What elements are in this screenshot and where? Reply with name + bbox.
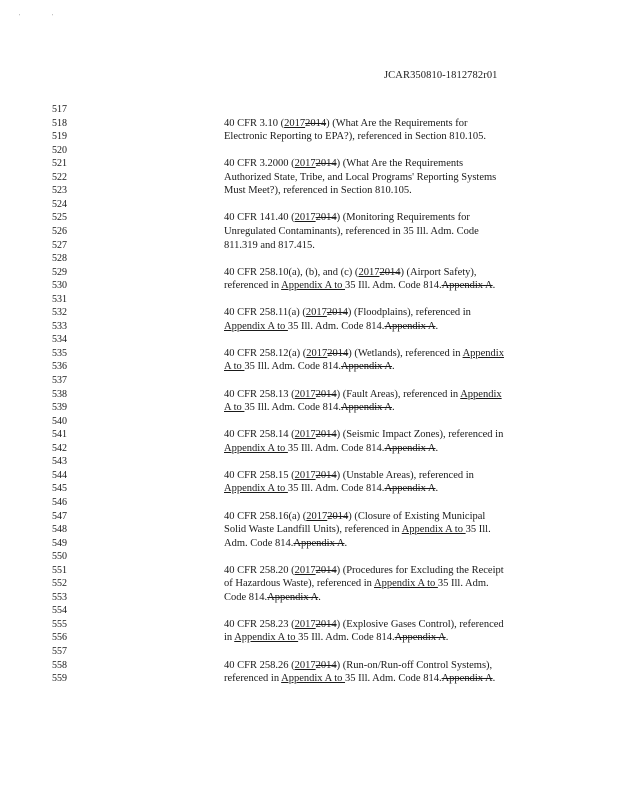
text-line bbox=[224, 388, 502, 402]
text-line bbox=[224, 659, 492, 673]
text-segment: Must Meet?), referenced in Section 810.105. bbox=[224, 185, 412, 197]
deleted-text: 2014 bbox=[315, 429, 337, 441]
line-number: 521 bbox=[52, 158, 67, 170]
text-line bbox=[224, 523, 491, 537]
text-segment: 35 Ill. Adm. Code 814. bbox=[298, 632, 395, 644]
inserted-text: A to bbox=[224, 402, 245, 414]
text-segment: ) (Monitoring Requirements for bbox=[336, 212, 470, 224]
text-line bbox=[224, 117, 468, 131]
line-number: 524 bbox=[52, 198, 67, 210]
text-segment: 35 Ill. Adm. Code 814. bbox=[287, 442, 385, 454]
text-segment: 35 Ill. Adm. bbox=[437, 578, 489, 590]
text-line bbox=[224, 347, 504, 361]
text-segment: . bbox=[435, 442, 439, 454]
text-segment: 40 CFR 258.13 ( bbox=[224, 388, 295, 400]
deleted-text: 2014 bbox=[315, 564, 337, 576]
text-segment: . bbox=[435, 320, 439, 332]
text-segment: 40 CFR 258.23 ( bbox=[224, 618, 295, 630]
text-segment: in bbox=[224, 632, 235, 644]
text-segment: Solid Waste Landfill Units), referenced in bbox=[224, 524, 402, 536]
inserted-text: 2017 bbox=[306, 347, 328, 359]
text-line bbox=[224, 225, 479, 239]
inserted-text: 2017 bbox=[294, 469, 316, 481]
margin-mark: ' bbox=[52, 14, 54, 20]
deleted-text: 2014 bbox=[379, 266, 401, 278]
text-line bbox=[224, 130, 486, 144]
line-number: 546 bbox=[52, 496, 67, 508]
text-segment: ) (What Are the Requirements bbox=[336, 158, 464, 170]
line-number: 542 bbox=[52, 442, 67, 454]
text-line bbox=[224, 157, 463, 171]
text-line bbox=[224, 184, 412, 198]
inserted-text: 2017 bbox=[294, 429, 316, 441]
text-line bbox=[224, 442, 438, 456]
deleted-text: Appendix A bbox=[441, 673, 493, 685]
deleted-text: Appendix A bbox=[340, 361, 393, 373]
deleted-text: 2014 bbox=[315, 469, 337, 481]
document-id-header: JCAR350810-1812782r01 bbox=[384, 70, 498, 81]
line-number: 526 bbox=[52, 225, 67, 237]
line-number: 525 bbox=[52, 212, 67, 224]
line-number: 540 bbox=[52, 415, 67, 427]
deleted-text: 2014 bbox=[315, 212, 337, 224]
text-line bbox=[224, 171, 496, 185]
margin-mark: ' bbox=[19, 14, 21, 20]
text-segment: 40 CFR 258.20 ( bbox=[224, 564, 295, 576]
line-number: 518 bbox=[52, 117, 67, 129]
deleted-text: Appendix A bbox=[394, 632, 446, 644]
line-number: 534 bbox=[52, 334, 67, 346]
text-segment: 40 CFR 258.26 ( bbox=[224, 659, 295, 671]
line-number: 519 bbox=[52, 131, 67, 143]
line-number: 527 bbox=[52, 239, 67, 251]
line-number: 520 bbox=[52, 144, 67, 156]
text-segment: . bbox=[445, 632, 449, 644]
text-segment: 35 Ill. Adm. Code 814. bbox=[244, 361, 341, 373]
inserted-text: 2017 bbox=[305, 307, 327, 319]
text-line bbox=[224, 564, 504, 578]
text-line bbox=[224, 239, 315, 253]
inserted-text: Appendix A to bbox=[224, 442, 288, 454]
inserted-text: A to bbox=[224, 361, 245, 373]
inserted-text: 2017 bbox=[294, 212, 316, 224]
line-number: 554 bbox=[52, 605, 67, 617]
line-number: 528 bbox=[52, 253, 67, 265]
deleted-text: 2014 bbox=[305, 117, 327, 129]
deleted-text: Appendix A bbox=[384, 442, 436, 454]
deleted-text: Appendix A bbox=[384, 320, 436, 332]
line-number: 553 bbox=[52, 591, 67, 603]
line-number: 551 bbox=[52, 564, 67, 576]
deleted-text: 2014 bbox=[315, 158, 337, 170]
inserted-text: Appendix A to bbox=[224, 483, 288, 495]
inserted-text: Appendix A to bbox=[224, 320, 288, 332]
deleted-text: Appendix A bbox=[340, 402, 393, 414]
text-segment: Code 814. bbox=[224, 591, 268, 603]
inserted-text: Appendix A to bbox=[281, 280, 346, 292]
text-segment: Authorized State, Tribe, and Local Programs' Reporting Systems bbox=[224, 171, 497, 183]
line-number: 555 bbox=[52, 618, 67, 630]
text-segment: 35 Ill. Adm. Code 814. bbox=[345, 673, 442, 685]
line-number: 523 bbox=[52, 185, 67, 197]
inserted-text: 2017 bbox=[294, 564, 316, 576]
inserted-text: Appendix bbox=[462, 347, 504, 359]
inserted-text: 2017 bbox=[294, 618, 316, 630]
text-segment: ) (Wetlands), referenced in bbox=[348, 347, 463, 359]
inserted-text: Appendix A to bbox=[401, 524, 466, 536]
line-number: 547 bbox=[52, 510, 67, 522]
text-line bbox=[224, 401, 395, 415]
text-line bbox=[224, 482, 438, 496]
deleted-text: Appendix A bbox=[293, 537, 345, 549]
inserted-text: 2017 bbox=[294, 388, 316, 400]
line-number: 550 bbox=[52, 551, 67, 563]
line-number: 530 bbox=[52, 280, 67, 292]
text-segment: ) (Airport Safety), bbox=[400, 266, 477, 278]
text-segment: 35 Ill. Adm. Code 814. bbox=[244, 402, 341, 414]
text-line bbox=[224, 631, 448, 645]
line-number: 543 bbox=[52, 456, 67, 468]
inserted-text: Appendix A to bbox=[373, 578, 438, 590]
line-number: 538 bbox=[52, 388, 67, 400]
inserted-text: 2017 bbox=[284, 117, 306, 129]
text-segment: ) (Floodplains), referenced in bbox=[347, 307, 471, 319]
text-segment: 40 CFR 258.11(a) ( bbox=[224, 307, 306, 319]
text-segment: . bbox=[492, 280, 496, 292]
line-number: 537 bbox=[52, 375, 67, 386]
line-number: 549 bbox=[52, 537, 67, 549]
line-number: 558 bbox=[52, 659, 67, 671]
text-segment: 40 CFR 3.10 ( bbox=[224, 117, 285, 129]
deleted-text: 2014 bbox=[327, 347, 349, 359]
deleted-text: Appendix A bbox=[441, 280, 493, 292]
text-segment: 35 Ill. bbox=[465, 524, 491, 536]
line-number: 545 bbox=[52, 483, 67, 495]
text-line bbox=[224, 211, 470, 225]
text-segment: . bbox=[492, 673, 496, 685]
inserted-text: Appendix bbox=[460, 388, 502, 400]
text-line bbox=[224, 320, 438, 334]
text-line bbox=[224, 266, 477, 280]
text-segment: ) (Seismic Impact Zones), referenced in bbox=[336, 429, 504, 441]
deleted-text: Appendix A bbox=[384, 483, 436, 495]
text-segment: Adm. Code 814. bbox=[224, 537, 294, 549]
text-segment: . bbox=[392, 361, 395, 373]
line-number: 559 bbox=[52, 673, 67, 685]
text-segment: . bbox=[318, 591, 321, 603]
text-line bbox=[224, 469, 474, 483]
text-segment: Electronic Reporting to EPA?), referenced in Section 810.105. bbox=[224, 131, 487, 143]
text-line bbox=[224, 591, 321, 605]
line-number: 529 bbox=[52, 266, 67, 278]
deleted-text: Appendix A bbox=[267, 591, 319, 603]
text-segment: of Hazardous Waste), referenced in bbox=[224, 578, 374, 590]
deleted-text: 2014 bbox=[327, 510, 349, 522]
line-number: 536 bbox=[52, 361, 67, 373]
line-number: 552 bbox=[52, 578, 67, 590]
text-segment: 40 CFR 258.10(a), (b), and (c) ( bbox=[224, 266, 359, 278]
deleted-text: 2014 bbox=[315, 618, 337, 630]
text-line bbox=[224, 510, 485, 524]
text-line bbox=[224, 577, 489, 591]
text-segment: . bbox=[392, 402, 395, 414]
line-number: 533 bbox=[52, 320, 67, 332]
inserted-text: Appendix A to bbox=[281, 673, 346, 685]
text-segment: 40 CFR 3.2000 ( bbox=[224, 158, 295, 170]
text-line bbox=[224, 428, 503, 442]
line-number: 544 bbox=[52, 469, 67, 481]
line-number: 522 bbox=[52, 171, 67, 183]
line-number: 532 bbox=[52, 307, 67, 319]
inserted-text: 2017 bbox=[358, 266, 380, 278]
inserted-text: 2017 bbox=[306, 510, 328, 522]
line-number: 517 bbox=[52, 104, 67, 115]
line-number: 531 bbox=[52, 293, 67, 305]
text-line bbox=[224, 306, 471, 320]
inserted-text: 2017 bbox=[294, 158, 316, 170]
text-line bbox=[224, 672, 495, 686]
text-line bbox=[224, 279, 495, 293]
text-segment: Unregulated Contaminants), referenced in 35 Ill. Adm. Code bbox=[224, 225, 479, 237]
text-segment: ) (What Are the Requirements for bbox=[326, 117, 468, 129]
text-segment: ) (Procedures for Excluding the Receipt bbox=[336, 564, 504, 576]
line-number: 556 bbox=[52, 632, 67, 644]
inserted-text: Appendix A to bbox=[234, 632, 299, 644]
line-number: 539 bbox=[52, 402, 67, 414]
text-segment: 40 CFR 258.12(a) ( bbox=[224, 347, 307, 359]
text-line bbox=[224, 360, 395, 374]
line-number: 548 bbox=[52, 524, 67, 536]
text-segment: . bbox=[435, 483, 439, 495]
text-line bbox=[224, 537, 347, 551]
text-segment: . bbox=[344, 537, 348, 549]
text-segment: referenced in bbox=[224, 280, 282, 292]
text-segment: ) (Run-on/Run-off Control Systems), bbox=[336, 659, 493, 671]
inserted-text: 2017 bbox=[294, 659, 316, 671]
deleted-text: 2014 bbox=[326, 307, 348, 319]
line-number: 535 bbox=[52, 347, 67, 359]
text-segment: ) (Explosive Gases Control), referenced bbox=[336, 618, 504, 630]
text-segment: ) (Unstable Areas), referenced in bbox=[336, 469, 474, 481]
text-segment: 35 Ill. Adm. Code 814. bbox=[287, 320, 385, 332]
text-segment: 40 CFR 258.16(a) ( bbox=[224, 510, 307, 522]
text-segment: ) (Closure of Existing Municipal bbox=[348, 510, 486, 522]
text-segment: 811.319 and 817.415. bbox=[224, 239, 315, 251]
text-segment: ) (Fault Areas), referenced in bbox=[336, 388, 461, 400]
text-segment: 40 CFR 258.15 ( bbox=[224, 469, 295, 481]
line-number: 541 bbox=[52, 429, 67, 441]
text-line bbox=[224, 618, 504, 632]
text-segment: 40 CFR 141.40 ( bbox=[224, 212, 295, 224]
line-number: 557 bbox=[52, 646, 67, 657]
text-segment: referenced in bbox=[224, 673, 282, 685]
text-segment: 40 CFR 258.14 ( bbox=[224, 429, 295, 441]
deleted-text: 2014 bbox=[315, 388, 337, 400]
deleted-text: 2014 bbox=[315, 659, 337, 671]
text-segment: 35 Ill. Adm. Code 814. bbox=[345, 280, 442, 292]
text-segment: 35 Ill. Adm. Code 814. bbox=[287, 483, 385, 495]
